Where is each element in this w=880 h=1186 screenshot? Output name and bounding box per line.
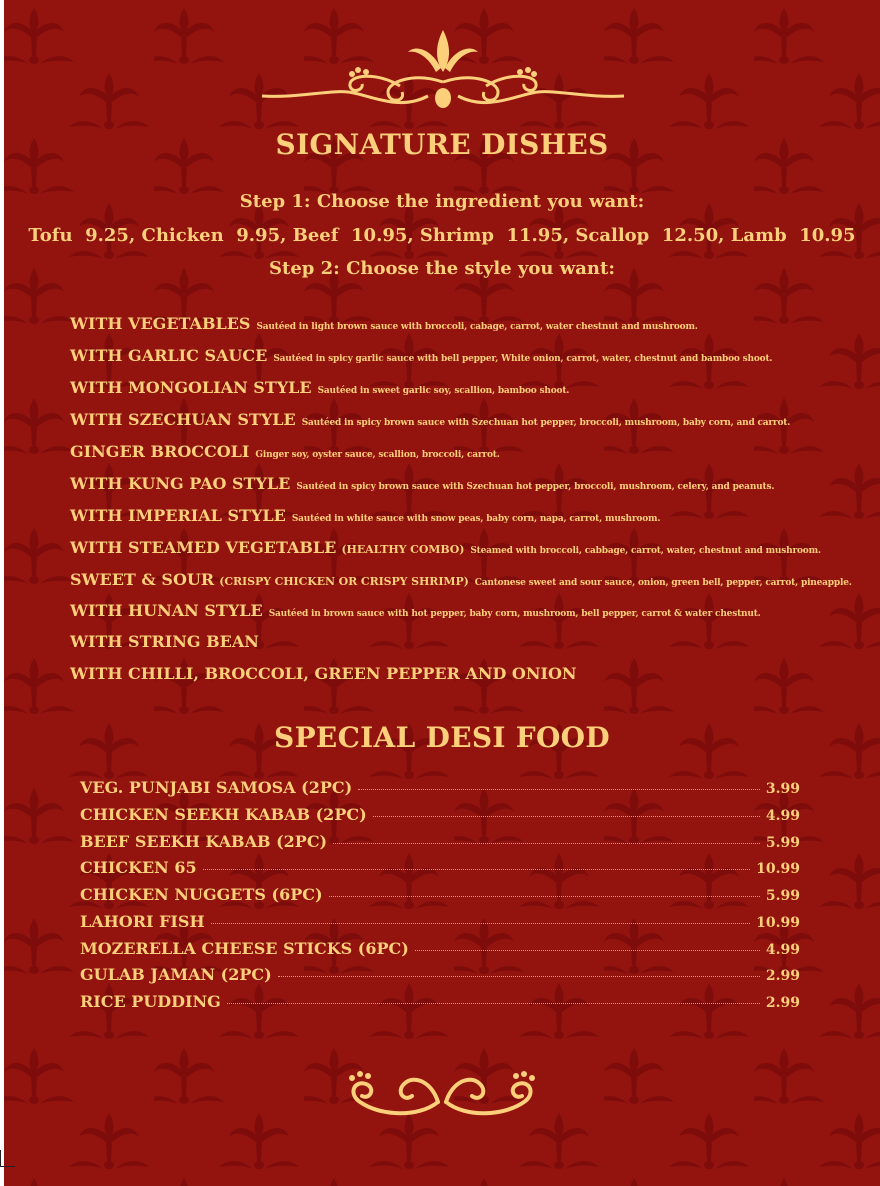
- dot-leader: [333, 843, 760, 844]
- menu-item-price: 4.99: [765, 808, 800, 824]
- menu-item-price: 2.99: [765, 995, 800, 1011]
- style-row: [70, 474, 870, 497]
- style-row: [70, 538, 870, 561]
- menu-item-price: 4.99: [765, 942, 800, 958]
- menu-item: [80, 832, 800, 852]
- style-name: WITH STRING BEAN: [70, 632, 259, 651]
- dot-leader: [415, 950, 760, 951]
- style-description: Sautéed in brown sauce with hot pepper, baby corn, mushroom, bell pepper, carrot & water chestnut.: [268, 609, 761, 619]
- top-ornament-icon: [258, 28, 628, 112]
- style-name: WITH HUNAN STYLE: [70, 601, 263, 620]
- bottom-ornament-icon: [340, 1066, 544, 1120]
- style-row: [70, 442, 870, 465]
- style-name: SWEET & SOUR: [70, 570, 215, 589]
- style-row: [70, 378, 870, 401]
- style-description: Sautéed in sweet garlic soy, scallion, bamboo shoot.: [317, 386, 570, 396]
- crop-mark: [0, 1150, 15, 1167]
- menu-item-name: CHICKEN NUGGETS (6PC): [80, 885, 323, 904]
- style-name: WITH STEAMED VEGETABLE: [70, 538, 337, 557]
- menu-item-name: LAHORI FISH: [80, 912, 205, 931]
- menu-item-name: CHICKEN SEEKH KABAB (2PC): [80, 805, 367, 824]
- menu-item-name: RICE PUDDING: [80, 992, 221, 1011]
- special-desi-food-title: SPECIAL DESI FOOD: [274, 721, 610, 754]
- menu-item-price: 5.99: [765, 888, 800, 904]
- style-name: WITH IMPERIAL STYLE: [70, 506, 286, 525]
- menu-item: [80, 778, 800, 798]
- dot-leader: [227, 1003, 760, 1004]
- style-row: [70, 570, 870, 593]
- dot-leader: [211, 923, 751, 924]
- menu-item-name: CHICKEN 65: [80, 858, 197, 877]
- style-description: Sautéed in spicy garlic sauce with bell pepper, White onion, carrot, water, chestnut and bamboo shoot.: [273, 354, 773, 364]
- style-note: (HEALTHY COMBO): [341, 543, 465, 556]
- style-description: Ginger soy, oyster sauce, scallion, broccoli, carrot.: [255, 450, 500, 460]
- style-row: [70, 632, 870, 652]
- step-1-text: Step 1: Choose the ingredient you want:: [239, 191, 645, 212]
- menu-item: [80, 858, 800, 878]
- menu-item: [80, 885, 800, 905]
- style-name: GINGER BROCCOLI: [70, 442, 250, 461]
- dot-leader: [373, 816, 760, 817]
- style-row: [70, 346, 870, 369]
- menu-item-name: MOZERELLA CHEESE STICKS (6PC): [80, 939, 409, 958]
- style-row: [70, 410, 870, 433]
- dot-leader: [278, 976, 760, 977]
- menu-item-price: 5.99: [765, 835, 800, 851]
- menu-item: [80, 992, 800, 1012]
- ingredient-prices: Tofu 9.25, Chicken 9.95, Beef 10.95, Shrimp 11.95, Scallop 12.50, Lamb 10.95: [28, 225, 856, 246]
- style-note: (CRISPY CHICKEN OR CRISPY SHRIMP): [219, 575, 469, 588]
- style-name: WITH KUNG PAO STYLE: [70, 474, 291, 493]
- style-description: Sautéed in spicy brown sauce with Szechuan hot pepper, broccoli, mushroom, baby corn, and carrot.: [301, 418, 791, 428]
- style-name: WITH GARLIC SAUCE: [70, 346, 268, 365]
- menu-item-price: 3.99: [765, 781, 800, 797]
- signature-dishes-title: SIGNATURE DISHES: [275, 128, 609, 161]
- dot-leader: [358, 789, 760, 790]
- style-name: WITH CHILLI, BROCCOLI, GREEN PEPPER AND ONION: [70, 664, 577, 683]
- menu-item: [80, 965, 800, 985]
- menu-item-name: GULAB JAMAN (2PC): [80, 965, 272, 984]
- menu-item-price: 2.99: [765, 968, 800, 984]
- menu-item: [80, 805, 800, 825]
- style-description: Sautéed in spicy brown sauce with Szechuan hot pepper, broccoli, mushroom, celery, and peanuts.: [296, 482, 775, 492]
- style-name: WITH MONGOLIAN STYLE: [70, 378, 312, 397]
- style-row: [70, 601, 870, 624]
- style-row: [70, 506, 870, 529]
- step-2-text: Step 2: Choose the style you want:: [269, 258, 615, 279]
- style-description: Sautéed in light brown sauce with broccoli, cabage, carrot, water chestnut and mushroom.: [256, 322, 698, 332]
- dot-leader: [329, 896, 760, 897]
- menu-item: [80, 912, 800, 932]
- style-description: Steamed with broccoli, cabbage, carrot, water, chestnut and mushroom.: [470, 546, 821, 556]
- menu-item: [80, 939, 800, 959]
- dot-leader: [203, 869, 751, 870]
- menu-item-name: VEG. PUNJABI SAMOSA (2PC): [80, 778, 353, 797]
- style-description: Cantonese sweet and sour sauce, onion, green bell, pepper, carrot, pineapple.: [474, 578, 852, 588]
- style-row: [70, 314, 870, 337]
- style-description: Sautéed in white sauce with snow peas, baby corn, napa, carrot, mushroom.: [291, 514, 661, 524]
- style-name: WITH VEGETABLES: [70, 314, 251, 333]
- menu-page: [4, 0, 880, 1186]
- style-name: WITH SZECHUAN STYLE: [70, 410, 296, 429]
- menu-item-price: 10.99: [756, 915, 800, 931]
- style-row: [70, 664, 870, 684]
- menu-item-name: BEEF SEEKH KABAB (2PC): [80, 832, 328, 851]
- menu-item-price: 10.99: [756, 861, 800, 877]
